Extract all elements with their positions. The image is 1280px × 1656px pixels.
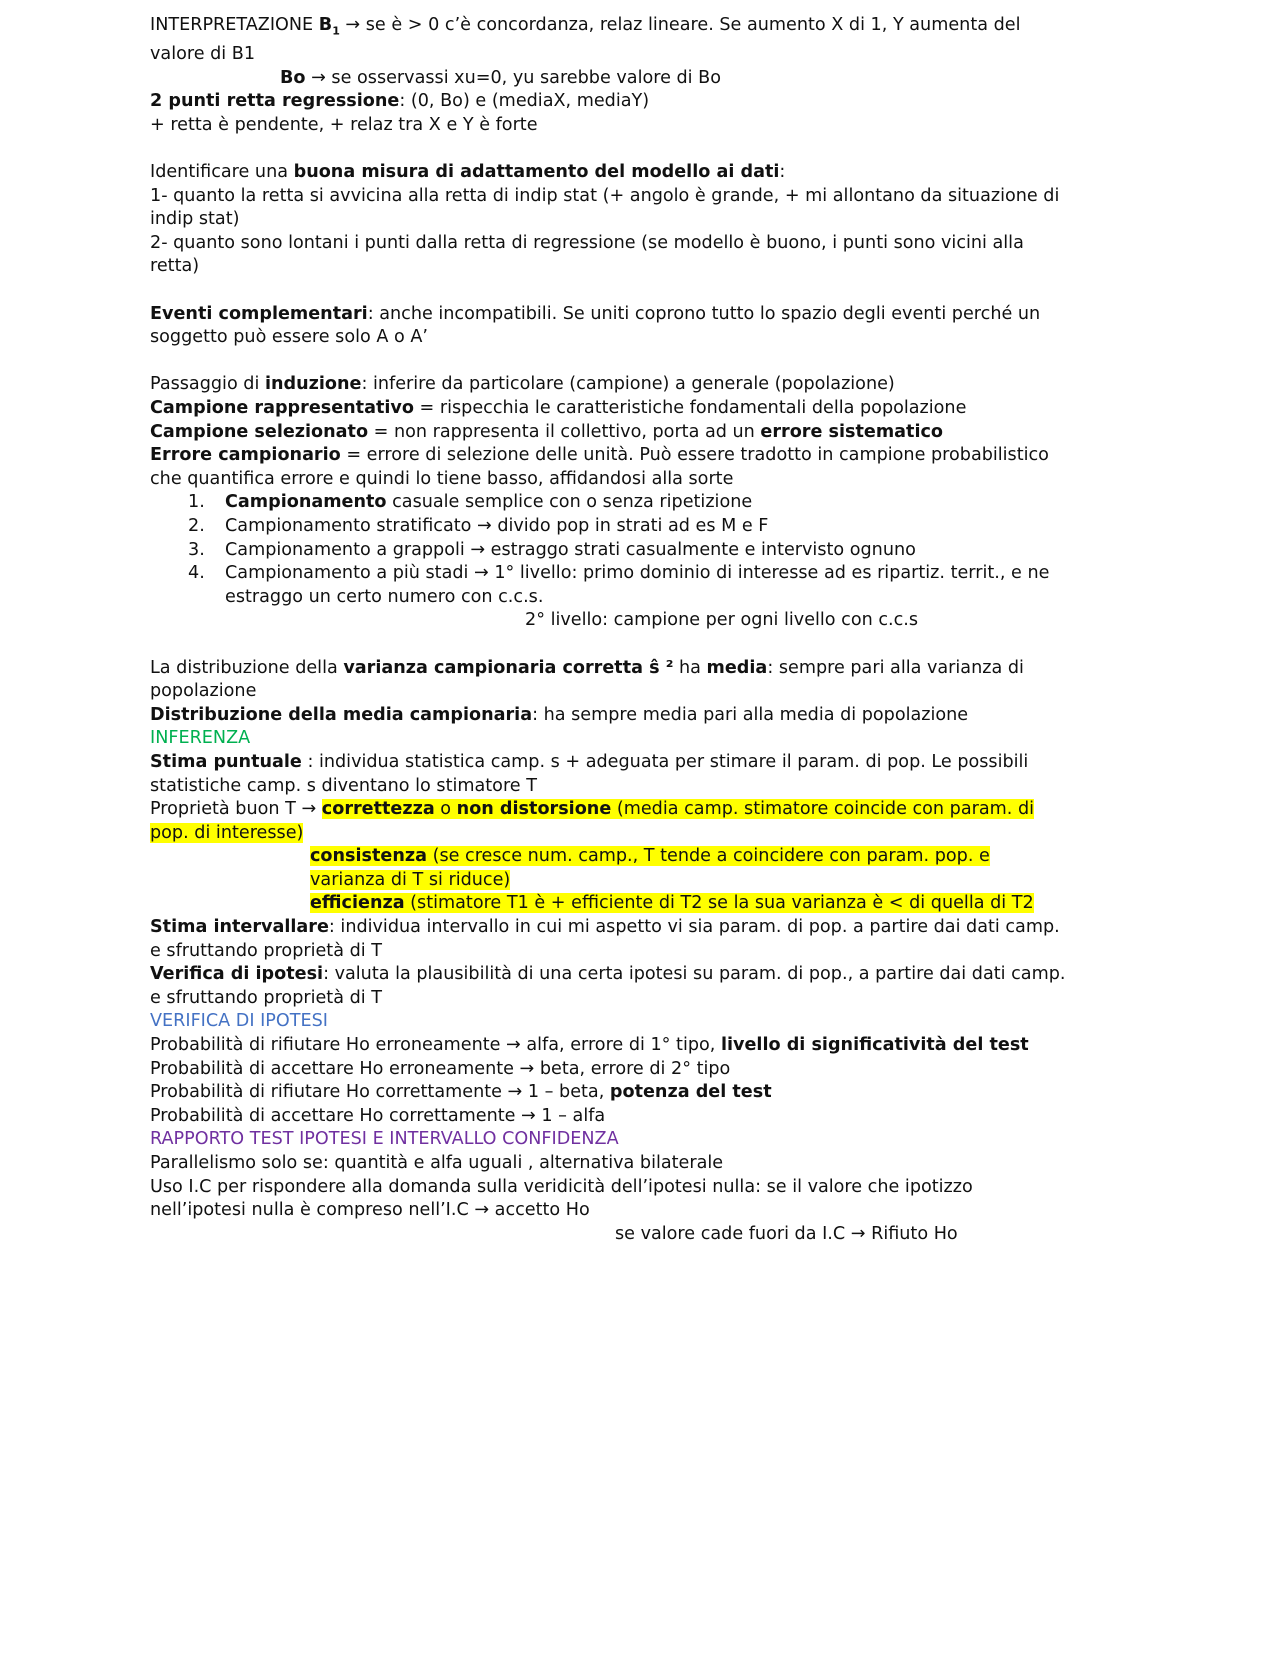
b1-prefix: INTERPRETAZIONE — [150, 15, 319, 35]
sampling-error-text: = errore di selezione delle unità. Può essere tradotto in campione probabilistico che quantifica errore e quindi lo tiene basso, affidandosi alla sorte — [150, 445, 1049, 489]
verifica-line-3-text: Probabilità di rifiutare Ho correttamente → 1 – beta, — [150, 1082, 610, 1103]
selected-label: Campione selezionato — [150, 421, 369, 442]
hypothesis-test-label: Verifica di ipotesi — [150, 964, 324, 985]
variance-c: : sempre pari alla varianza di popolazione — [150, 657, 1024, 702]
selected-bold: errore sistematico — [760, 421, 943, 442]
b0-label: Bo — [280, 67, 306, 88]
list-number: 2. — [188, 515, 205, 536]
fit-intro-a: Identificare una — [150, 162, 294, 183]
interval-estimate-text: : individua intervallo in cui mi aspetto vi sia param. di pop. a partire dai dati camp. e sfruttando proprietà di T — [150, 917, 1060, 961]
correctness-text: (media camp. stimatore coincide con param. di pop. di interesse) — [150, 799, 1035, 843]
mean-text: : ha sempre media pari alla media di popolazione — [532, 704, 969, 725]
variance-bold2: media — [706, 657, 768, 678]
inferenza-heading: INFERENZA — [150, 728, 251, 749]
highlight — [310, 893, 1034, 913]
efficiency-text: (stimatore T1 è + efficiente di T2 se la sua varianza è < di quella di T2 — [404, 893, 1034, 914]
variance-a: La distribuzione della — [150, 657, 344, 678]
fit-item-1: 1- quanto la retta si avvicina alla retta di indip stat (+ angolo è grande, + mi allontano da situazione di indip stat) — [150, 185, 1060, 230]
list-item-text: casuale semplice con o senza ripetizione — [386, 492, 753, 513]
verifica-line-4: Probabilità di accettare Ho correttamente → 1 – alfa — [150, 1105, 606, 1126]
verifica-line-3 — [150, 1081, 1070, 1105]
regression-points — [150, 90, 1070, 114]
list-item — [150, 539, 1070, 563]
list-number: 3. — [188, 539, 205, 560]
highlight — [310, 846, 990, 890]
variance-distribution — [150, 657, 1070, 704]
properties-efficiency — [150, 892, 1070, 916]
representative-sample — [150, 397, 1070, 421]
blank-line — [150, 137, 1070, 161]
properties-intro: Proprietà buon T → — [150, 799, 322, 820]
rapporto-heading: RAPPORTO TEST IPOTESI E INTERVALLO CONFIDENZA — [150, 1129, 619, 1150]
list-number: 1. — [188, 492, 205, 513]
list-item — [150, 491, 1070, 515]
list-item-bold: Campionamento — [225, 492, 387, 513]
verifica-line-1-text: Probabilità di rifiutare Ho erroneamente → alfa, errore di 1° tipo, — [150, 1035, 721, 1056]
variance-bold: varianza campionaria corretta — [343, 657, 650, 678]
mean-distribution — [150, 704, 1070, 728]
hypothesis-test — [150, 963, 1070, 1010]
fit-intro-bold: buona misura di adattamento del modello ai dati — [293, 162, 780, 183]
list-item-text: Campionamento a grappoli → estraggo strati casualmente e intervisto ognuno — [225, 539, 916, 560]
regression-points-text: : (0, Bo) e (mediaX, mediaY) — [399, 91, 650, 112]
properties-consistency — [150, 845, 1070, 892]
b1-interpretation — [150, 14, 1070, 67]
induction-b: : inferire da particolare (campione) a generale (popolazione) — [361, 374, 895, 395]
blank-line — [150, 633, 1070, 657]
induction-bold: induzione — [264, 374, 362, 395]
rapporto-parallel: Parallelismo solo se: quantità e alfa uguali , alternativa bilaterale — [150, 1153, 724, 1174]
events-label: Eventi complementari — [150, 303, 368, 324]
sampling-error-label: Errore campionario — [150, 445, 341, 466]
selected-text: = non rappresenta il collettivo, porta ad un — [368, 421, 761, 442]
verifica-line-1 — [150, 1034, 1070, 1058]
slope-note: + retta è pendente, + relaz tra X e Y è forte — [150, 114, 538, 135]
list-item — [150, 562, 1070, 633]
induction-a: Passaggio di — [150, 374, 265, 395]
point-estimate — [150, 751, 1070, 798]
fit-intro — [150, 161, 1070, 185]
correctness-o: o — [434, 799, 457, 820]
fit-intro-b: : — [779, 162, 786, 183]
fit-item-2: 2- quanto sono lontani i punti dalla retta di regressione (se modello è buono, i punti sono vicini alla retta) — [150, 232, 1024, 277]
rapporto-uso: Uso I.C per rispondere alla domanda sulla veridicità dell’ipotesi nulla: se il valore che ipotizzo nell’ipotesi nulla è compreso nell’I.C → accetto Ho — [150, 1176, 973, 1221]
b1-text: → se è > 0 c’è concordanza, relaz lineare. Se aumento X di 1, Y aumenta del valore di B1 — [150, 15, 1021, 65]
verifica-line-1-bold: livello di significatività del test — [720, 1035, 1029, 1056]
interval-estimate — [150, 916, 1070, 963]
mean-label: Distribuzione della media campionaria — [150, 704, 533, 725]
events-text: : anche incompatibili. Se uniti coprono tutto lo spazio degli eventi perché un soggetto può essere solo A o A’ — [150, 303, 1041, 348]
b1-subscript: 1 — [332, 24, 340, 38]
regression-points-label: 2 punti retta regressione — [150, 91, 400, 112]
consistency-text: (se cresce num. camp., T tende a coincidere con param. pop. e varianza di T si riduce) — [310, 846, 990, 890]
interval-estimate-label: Stima intervallare — [150, 917, 329, 938]
list-number: 4. — [188, 563, 205, 584]
verifica-heading: VERIFICA DI IPOTESI — [150, 1011, 328, 1032]
induction-line — [150, 373, 1070, 397]
verifica-line-2: Probabilità di accettare Ho erroneamente → beta, errore di 2° tipo — [150, 1058, 731, 1079]
hypothesis-test-text: : valuta la plausibilità di una certa ipotesi su param. di pop., a partire dai dati camp. e sfruttando proprietà di T — [150, 964, 1066, 1008]
efficiency-bold: efficienza — [310, 893, 405, 914]
document-page — [150, 14, 1070, 1246]
representative-label: Campione rappresentativo — [150, 398, 414, 419]
b0-text: → se osservassi xu=0, yu sarebbe valore di Bo — [305, 67, 721, 88]
variance-b: ha — [673, 657, 707, 678]
blank-line — [150, 350, 1070, 374]
sampling-methods-list — [150, 491, 1070, 633]
selected-sample — [150, 421, 1070, 445]
sampling-error — [150, 444, 1070, 491]
representative-text: = rispecchia le caratteristiche fondamentali della popolazione — [413, 398, 967, 419]
b1-letter: B — [318, 15, 333, 35]
list-item-level2: 2° livello: campione per ogni livello con c.c.s — [525, 610, 919, 631]
rapporto-uso-continuation: se valore cade fuori da I.C → Rifiuto Ho — [615, 1223, 958, 1244]
list-item-text: Campionamento a più stadi → 1° livello: primo dominio di interesse ad es ripartiz. territ., e ne estraggo un certo numero con c.c.s. — [225, 563, 1050, 607]
list-item — [150, 515, 1070, 539]
point-estimate-label: Stima puntuale — [150, 751, 302, 772]
variance-symbol: ŝ ² — [649, 657, 674, 678]
events-paragraph — [150, 303, 1070, 350]
unbiased-bold: non distorsione — [456, 799, 612, 820]
blank-line — [150, 279, 1070, 303]
verifica-line-3-bold: potenza del test — [609, 1082, 772, 1103]
properties-correctness — [150, 798, 1070, 845]
b0-interpretation — [150, 67, 1070, 91]
correctness-bold: correttezza — [321, 799, 435, 820]
list-item-text: Campionamento stratificato → divido pop in strati ad es M e F — [225, 515, 769, 536]
point-estimate-text: : individua statistica camp. s + adeguata per stimare il param. di pop. Le possibili statistiche camp. s diventano lo stimatore T — [150, 751, 1029, 796]
consistency-bold: consistenza — [310, 846, 427, 867]
b1-label — [318, 15, 340, 38]
